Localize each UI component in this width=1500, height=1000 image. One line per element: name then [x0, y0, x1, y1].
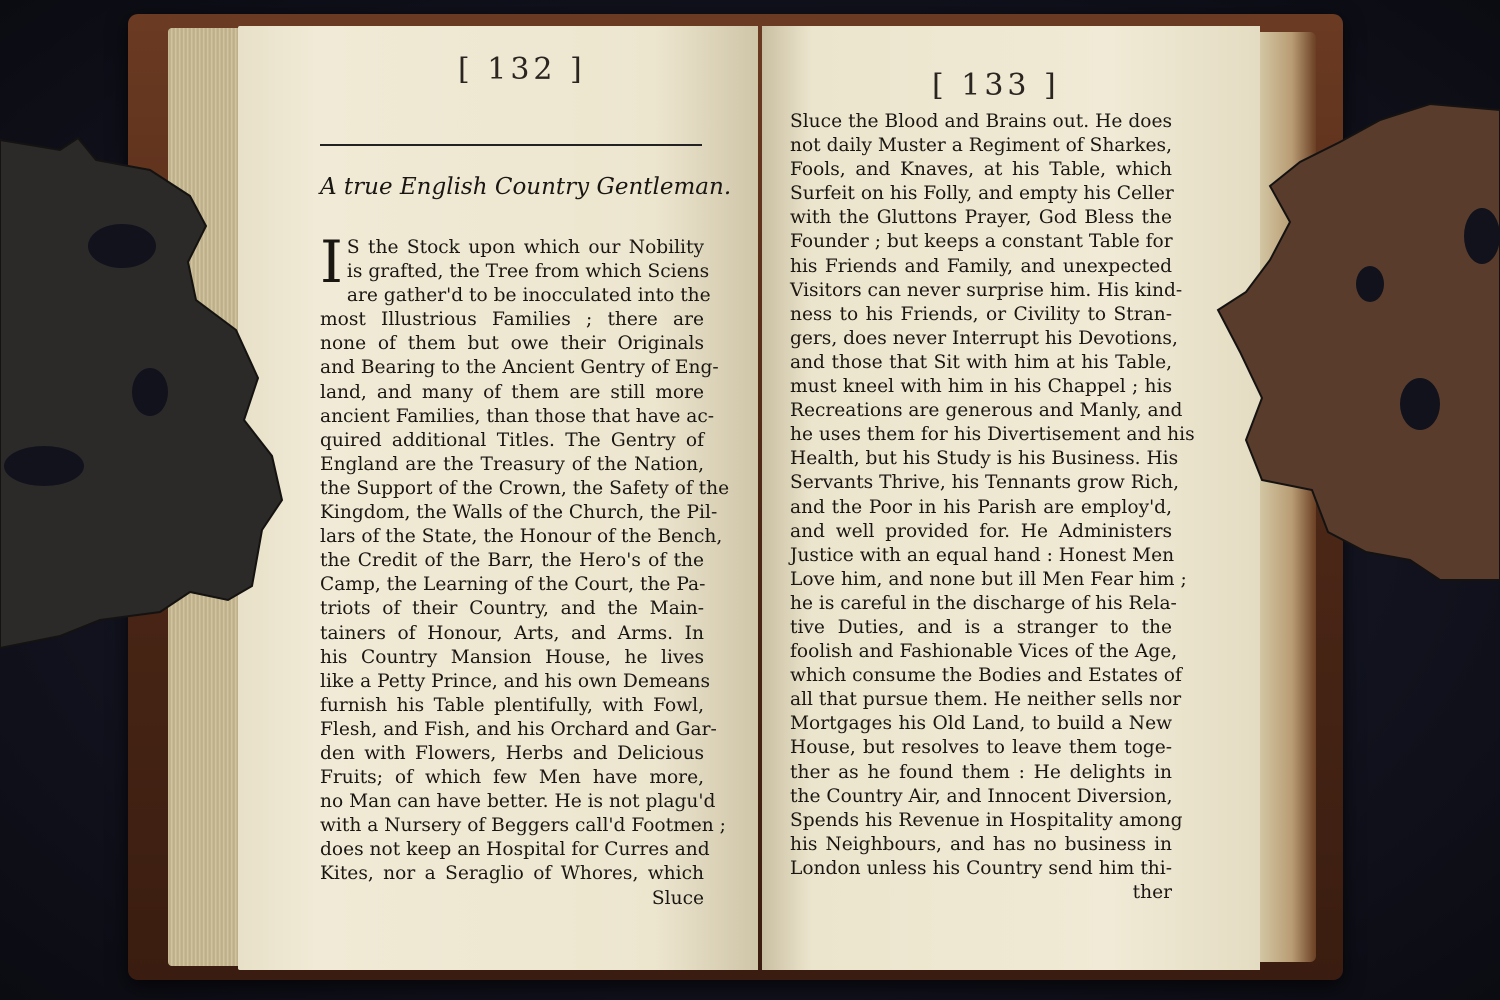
text-line: quired additional Titles. The Gentry of — [320, 429, 704, 451]
text-line: and well provided for. He Administers — [790, 520, 1172, 542]
text-line: no Man can have better. He is not plagu'd — [320, 791, 716, 813]
text-line: which consume the Bodies and Estates of — [790, 665, 1182, 687]
page-number-right: [ 133 ] — [932, 68, 1060, 103]
text-line: the Credit of the Barr, the Hero's of the — [320, 550, 704, 572]
chapter-heading: A true English Country Gentleman. — [320, 174, 732, 200]
text-line: Kites, nor a Seraglio of Whores, which — [320, 863, 704, 885]
text-line: England are the Treasury of the Nation, — [320, 453, 704, 475]
text-line: foolish and Fashionable Vices of the Age, — [790, 641, 1178, 663]
left-page-edges — [168, 28, 248, 966]
text-line: S the Stock upon which our Nobility — [346, 237, 704, 258]
left-page-text — [320, 228, 730, 911]
left-page — [238, 26, 758, 970]
text-line: and the Poor in his Parish are employ'd, — [790, 496, 1172, 518]
text-line: gers, does never Interrupt his Devotions, — [790, 327, 1178, 349]
text-line: does not keep an Hospital for Curres and — [320, 839, 710, 861]
text-line: the Country Air, and Innocent Diversion, — [790, 785, 1173, 807]
text-line: Spends his Revenue in Hospitality among — [790, 809, 1183, 831]
heading-rule — [320, 144, 702, 146]
catchword: ther — [1132, 882, 1172, 903]
text-line: his Neighbours, and has no business in — [790, 833, 1172, 855]
drop-cap: I — [320, 228, 343, 296]
right-page-text — [790, 110, 1195, 905]
text-line: furnish his Table plentifully, with Fowl, — [320, 694, 704, 716]
text-line: Kingdom, the Walls of the Church, the Pil- — [320, 502, 718, 524]
text-line: like a Petty Prince, and his own Demeans — [320, 670, 711, 692]
text-line: all that pursue them. He neither sells nor — [790, 689, 1182, 711]
text-line: and those that Sit with him at his Table, — [790, 351, 1172, 373]
text-line: Health, but his Study is his Business. His — [790, 448, 1179, 470]
text-line: land, and many of them are still more — [320, 381, 704, 403]
text-line: are gather'd to be inocculated into the — [346, 285, 711, 307]
text-line: with a Nursery of Beggers call'd Footmen ; — [320, 815, 726, 837]
text-line: ancient Families, than those that have ac- — [320, 405, 715, 427]
right-page-edges — [1256, 32, 1316, 962]
text-line: Founder ; but keeps a constant Table for — [790, 231, 1173, 253]
text-line: Visitors can never surprise him. His kind- — [790, 279, 1183, 301]
right-page — [762, 26, 1260, 970]
text-line: triots of their Country, and the Main- — [320, 598, 704, 620]
text-line: Servants Thrive, his Tennants grow Rich, — [790, 472, 1179, 494]
text-line: tive Duties, and is a stranger to the — [790, 616, 1172, 638]
page-number-left: [ 132 ] — [458, 52, 586, 87]
text-line: Love him, and none but ill Men Fear him ; — [790, 568, 1187, 590]
text-line: must kneel with him in his Chappel ; his — [790, 376, 1172, 398]
text-line: is grafted, the Tree from which Sciens — [346, 261, 710, 283]
text-line: Flesh, and Fish, and his Orchard and Gar- — [320, 718, 717, 740]
text-line: most Illustrious Families ; there are — [320, 309, 704, 331]
text-line: London unless his Country send him thi- — [790, 857, 1172, 879]
text-line: none of them but owe their Originals — [320, 333, 704, 355]
text-line: the Support of the Crown, the Safety of the — [320, 477, 730, 499]
text-line: with the Gluttons Prayer, God Bless the — [790, 207, 1172, 229]
text-line: ther as he found them : He delights in — [790, 761, 1172, 783]
text-line: Recreations are generous and Manly, and — [790, 400, 1183, 422]
text-line: he uses them for his Divertisement and his — [790, 424, 1195, 446]
text-line: Sluce the Blood and Brains out. He does — [790, 111, 1172, 132]
text-line: not daily Muster a Regiment of Sharkes, — [790, 135, 1172, 157]
text-line: den with Flowers, Herbs and Delicious — [320, 742, 704, 764]
catchword: Sluce — [651, 887, 704, 909]
text-line: his Country Mansion House, he lives — [320, 646, 704, 668]
text-line: his Friends and Family, and unexpected — [790, 255, 1172, 277]
text-line: Camp, the Learning of the Court, the Pa- — [320, 574, 706, 596]
text-line: tainers of Honour, Arts, and Arms. In — [320, 622, 704, 644]
text-line: Mortgages his Old Land, to build a New — [790, 713, 1172, 735]
text-line: House, but resolves to leave them toge- — [790, 737, 1172, 759]
text-line: ness to his Friends, or Civility to Stran- — [790, 303, 1172, 325]
text-line: lars of the State, the Honour of the Bench, — [320, 526, 723, 548]
text-line: Justice with an equal hand : Honest Men — [790, 544, 1175, 566]
text-line: Fruits; of which few Men have more, — [320, 767, 704, 789]
text-line: he is careful in the discharge of his Rela- — [790, 592, 1177, 614]
text-line: and Bearing to the Ancient Gentry of Eng- — [320, 357, 719, 379]
text-line: Fools, and Knaves, at his Table, which — [790, 159, 1172, 181]
text-line: Surfeit on his Folly, and empty his Celler — [790, 183, 1174, 205]
